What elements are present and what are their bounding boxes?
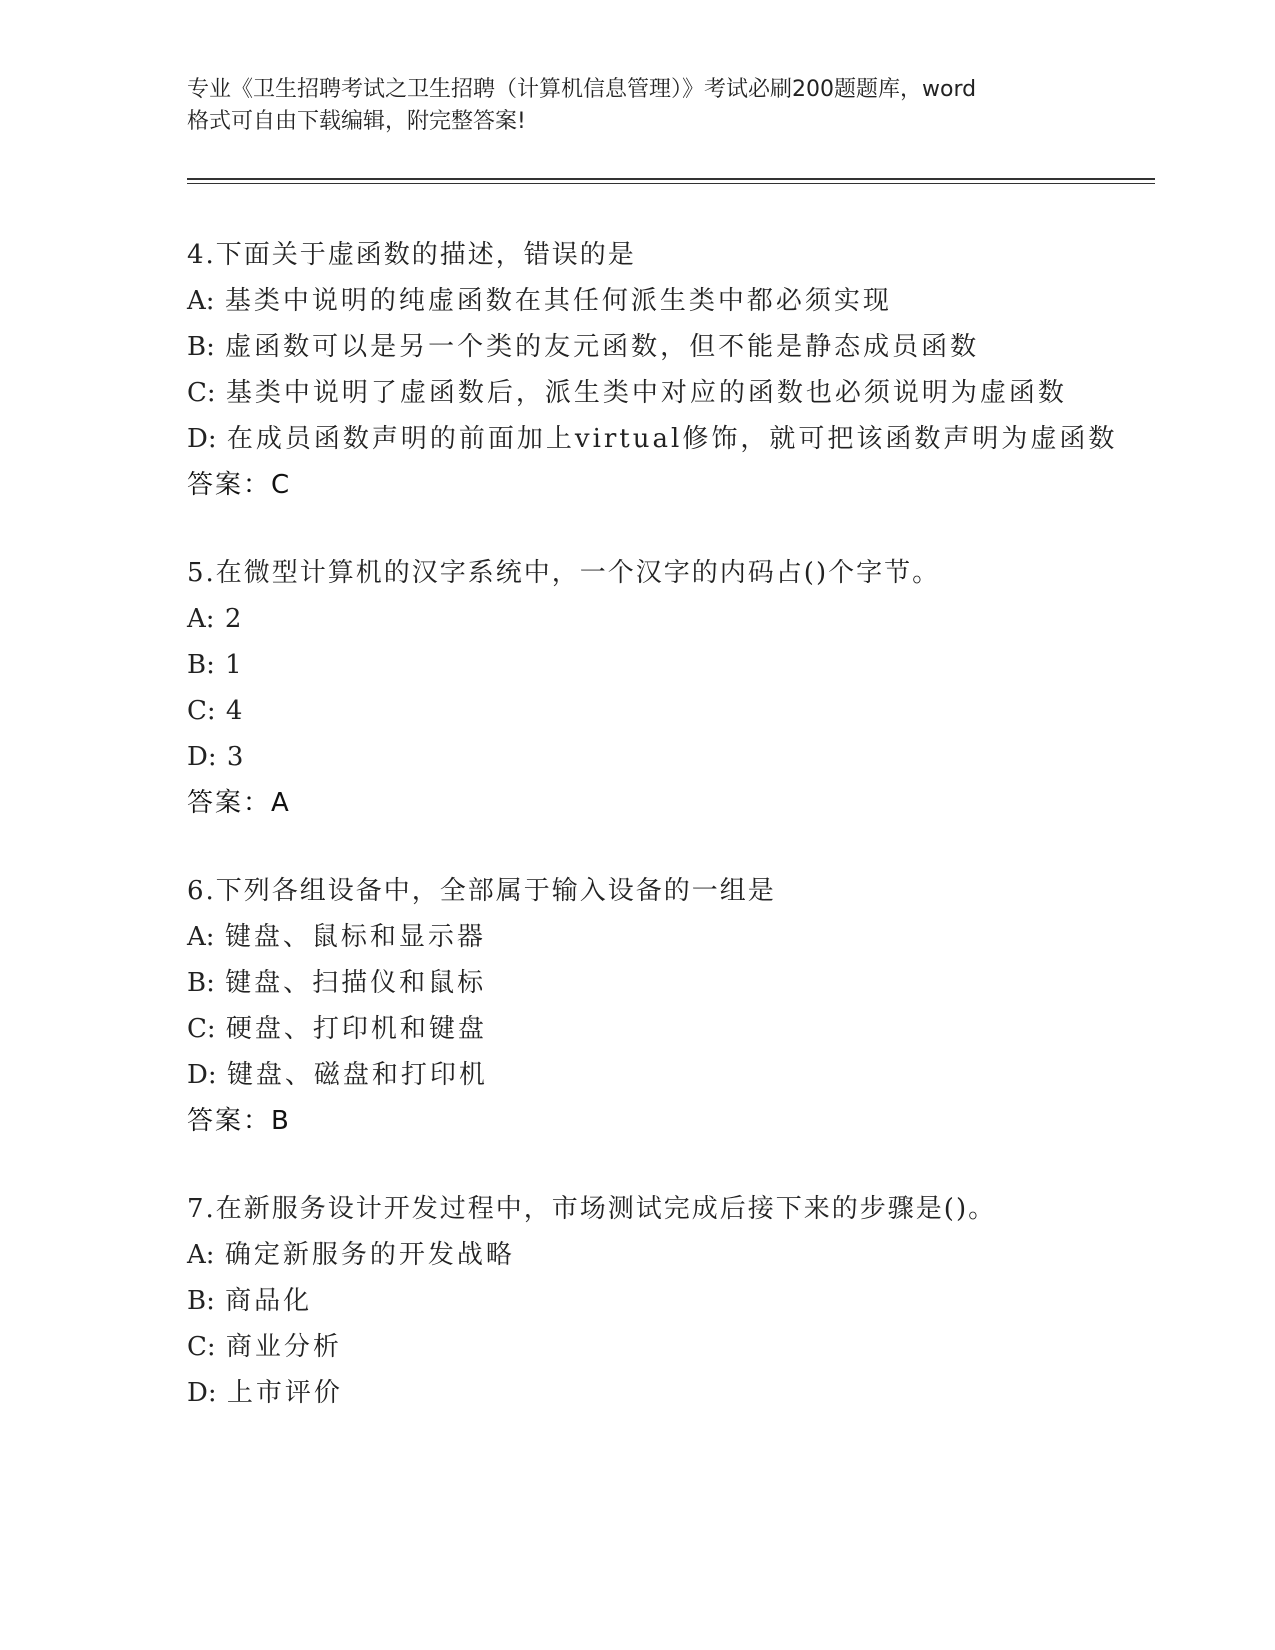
option-text: 键盘、磁盘和打印机 — [226, 1060, 488, 1090]
option-letter: D: — [187, 1060, 217, 1090]
header-divider-thin — [187, 183, 1155, 184]
option-text: 硬盘、打印机和键盘 — [225, 1014, 487, 1044]
option-letter: D: — [187, 742, 217, 772]
answer-value: C — [271, 470, 290, 500]
option-d — [187, 1370, 1147, 1416]
option-text: 键盘、鼠标和显示器 — [224, 922, 486, 952]
option-letter: B: — [187, 332, 215, 362]
answer-label: 答案： — [187, 470, 272, 500]
option-b — [187, 960, 1147, 1006]
answer-line — [187, 462, 1147, 508]
option-a — [187, 1232, 1147, 1278]
question-title: 7.在新服务设计开发过程中，市场测试完成后接下来的步骤是()。 — [187, 1194, 997, 1224]
answer-value: A — [271, 788, 289, 818]
answer-label: 答案： — [187, 788, 272, 818]
option-c — [187, 370, 1147, 416]
question-4 — [187, 232, 1147, 508]
answer-line — [187, 1098, 1147, 1144]
option-a — [187, 914, 1147, 960]
option-text: 确定新服务的开发战略 — [224, 1240, 515, 1270]
option-text: 虚函数可以是另一个类的友元函数，但不能是静态成员函数 — [225, 332, 980, 362]
option-letter: B: — [187, 1286, 215, 1316]
option-letter: C: — [187, 1332, 216, 1362]
option-a — [187, 596, 1147, 642]
question-title: 6.下列各组设备中，全部属于输入设备的一组是 — [187, 876, 776, 906]
option-text: 基类中说明的纯虚函数在其任何派生类中都必须实现 — [224, 286, 892, 316]
option-b — [187, 324, 1147, 370]
option-text: 键盘、扫描仪和鼠标 — [225, 968, 487, 998]
option-text: 商业分析 — [225, 1332, 342, 1362]
option-text: 基类中说明了虚函数后，派生类中对应的函数也必须说明为虚函数 — [225, 378, 1067, 408]
option-text: 4 — [225, 696, 246, 726]
option-text: 2 — [224, 604, 245, 634]
answer-line — [187, 780, 1147, 826]
document-header — [187, 74, 1087, 138]
option-text: 上市评价 — [226, 1378, 343, 1408]
option-c — [187, 1006, 1147, 1052]
option-d — [187, 734, 1147, 780]
question-6 — [187, 868, 1147, 1144]
header-divider-thick — [187, 178, 1155, 180]
question-7 — [187, 1186, 1147, 1416]
question-5 — [187, 550, 1147, 826]
option-text: 3 — [226, 742, 247, 772]
option-c — [187, 1324, 1147, 1370]
question-title: 4.下面关于虚函数的描述，错误的是 — [187, 240, 636, 270]
option-letter: A: — [187, 286, 215, 316]
question-title: 5.在微型计算机的汉字系统中，一个汉字的内码占()个字节。 — [187, 558, 941, 588]
option-text: 在成员函数声明的前面加上virtual修饰，就可把该函数声明为虚函数 — [226, 424, 1118, 454]
option-d — [187, 416, 1147, 462]
option-b — [187, 642, 1147, 688]
header-line-1: 专业《卫生招聘考试之卫生招聘（计算机信息管理）》考试必刷200题题库，word — [187, 77, 977, 102]
option-letter: A: — [187, 604, 215, 634]
option-a — [187, 278, 1147, 324]
header-line-2: 格式可自由下载编辑，附完整答案! — [187, 109, 526, 134]
option-b — [187, 1278, 1147, 1324]
option-text: 1 — [225, 650, 245, 680]
option-c — [187, 688, 1147, 734]
option-text: 商品化 — [225, 1286, 313, 1316]
question-list — [187, 232, 1147, 1458]
option-letter: C: — [187, 696, 216, 726]
option-letter: C: — [187, 378, 216, 408]
option-letter: D: — [187, 1378, 217, 1408]
option-letter: D: — [187, 424, 217, 454]
option-letter: A: — [187, 922, 215, 952]
answer-value: B — [271, 1106, 289, 1136]
option-d — [187, 1052, 1147, 1098]
option-letter: B: — [187, 968, 215, 998]
option-letter: A: — [187, 1240, 215, 1270]
option-letter: B: — [187, 650, 215, 680]
answer-label: 答案： — [187, 1106, 272, 1136]
option-letter: C: — [187, 1014, 216, 1044]
